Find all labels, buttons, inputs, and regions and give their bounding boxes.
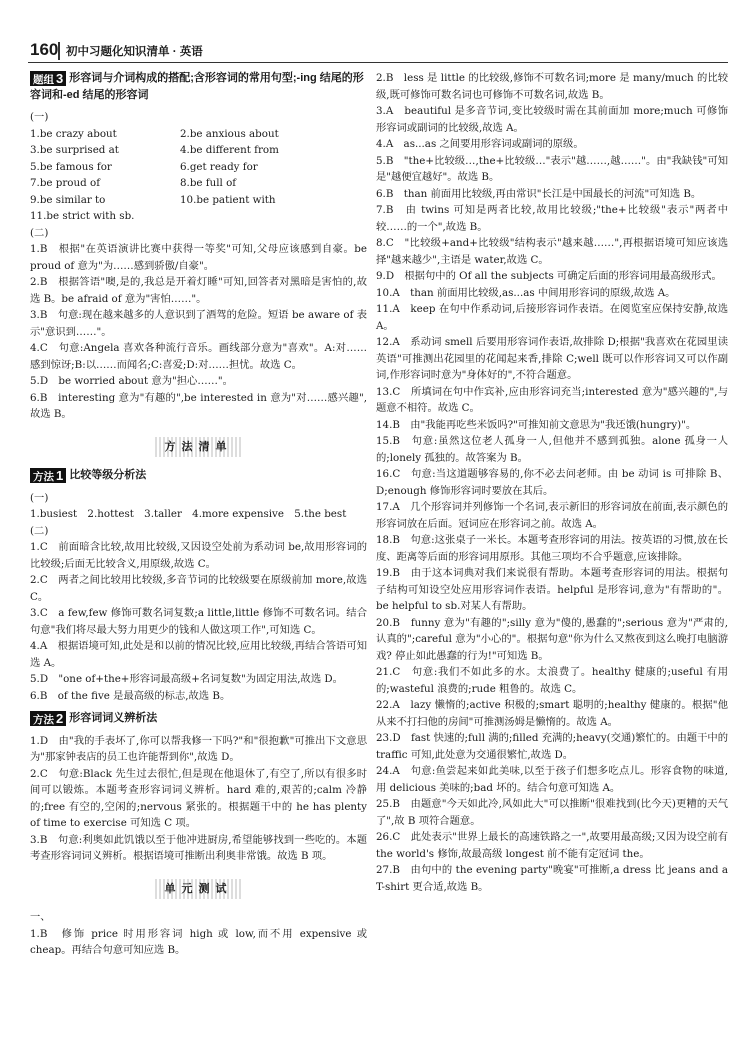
- phrase-item: 5.be famous for: [30, 160, 112, 173]
- part-label: (二): [30, 524, 49, 537]
- answer-entry: 4.C 句意:Angela 喜欢各种流行音乐。画线部分意为"喜欢"。A:对……感到惊讶;B:以……而闻名;C:喜爱;D:对……担忧。故选 C。: [30, 342, 367, 371]
- answer-entry: 15.B 句意:虽然这位老人孤身一人,但他并不感到孤独。alone 孤身一人的;lonely 孤独的。故答案为 B。: [376, 435, 728, 464]
- method-title: 形容词词义辨析法: [69, 712, 158, 724]
- phrase-item: 11.be strict with sb.: [30, 210, 135, 222]
- method-title: 比较等级分析法: [69, 469, 147, 481]
- answer-entry: 25.B 由题意"今天如此冷,风如此大"可以推断"很难找到(比今天)更糟的天气了",故 B 项符合题意。: [376, 798, 728, 827]
- answer-entry: 2.C 两者之间比较用比较级,多音节词的比较级要在原级前加 more,故选 C。: [30, 574, 367, 603]
- answer-entry: 1.C 前面暗含比较,故用比较级,又因设空处前为系动词 be,故用形容词的比较级;后面无比较含义,用原级,故选 C。: [30, 541, 367, 570]
- answer-entry: 3.B 句意:利奥如此饥饿以至于他冲进厨房,希望能够找到一些吃的。本题考查形容词词义辨析。根据语境可推断出利奥非常饿。故选 B 项。: [30, 833, 367, 862]
- answer-entry: 19.B 由于这本词典对我们来说很有帮助。本题考查形容词的用法。根据句子结构可知设空处应用形容词作表语。helpful 是形容词,意为"有帮助的"。be helpful to sb.对某人有帮助。: [376, 567, 728, 612]
- answer-entry: 5.D "one of+the+形容词最高级+名词复数"为固定用法,故选 D。: [30, 673, 343, 685]
- part-label: (二): [30, 226, 49, 239]
- method-heading: [30, 467, 367, 484]
- answer-entry: 10.A than 前面用比较级,as...as 中间用形容词的原级,故选 A。: [376, 286, 676, 299]
- answer-entry: 26.C 此处表示"世界上最长的高速铁路之一",故要用最高级;又因为设空前有 the world's 修饰,故最高级 longest 前不能有定冠词 the。: [376, 831, 728, 860]
- answer-entry: 4.A as...as 之间要用形容词或副词的原级。: [376, 138, 584, 150]
- phrase-item: 7.be proud of: [30, 177, 101, 189]
- answer-entry: 13.C 所填词在句中作宾补,应由形容词充当;interested 意为"感兴趣的",与题意不相符。故选 C。: [376, 385, 728, 414]
- answer-entry: 24.A 句意:鱼尝起来如此美味,以至于孩子们想多吃点儿。形容食物的味道,用 delicious 美味的;bad 坏的。结合句意可知选 A。: [376, 765, 728, 794]
- section-banner: 方法清单: [30, 437, 367, 458]
- answer-entry: 1.B 修饰 price 时用形容词 high 或 low,而不用 expensive 或 cheap。再结合句意可知应选 B。: [30, 927, 367, 956]
- answer-entry: 16.C 句意:当这道题够容易的,你不必去问老师。由 be 动词 is 可排除 B、D;enough 修饰形容词时要放在其后。: [376, 468, 728, 497]
- answer-entry: 3.C a few,few 修饰可数名词复数;a little,little 修饰不可数名词。结合句意"我们将尽最大努力用更少的钱和人做这项工作",可知选 C。: [30, 607, 367, 636]
- phrase-list: [30, 126, 367, 209]
- answer-entry: 21.C 句意:我们不如此多的水。太浪费了。healthy 健康的;useful 有用的;wasteful 浪费的;rude 粗鲁的。故选 C。: [376, 666, 728, 695]
- answer-entry: 7.B 由 twins 可知是两者比较,故用比较级;"the+比较级"表示"两者中较……的一个",故选 B。: [376, 204, 728, 233]
- part-label: (一): [30, 111, 49, 123]
- answer-entry: 12.A 系动词 smell 后要用形容词作表语,故排除 D;根据"我喜欢在花园里读英语"可推测出花园里的花闻起来香,排除 C;well 既可以作形容词又可以作副词,作形容词时意为"身体好的",不符合题意。: [376, 336, 728, 381]
- answer-entry: 2.B less 是 little 的比较级,修饰不可数名词;more 是 many/much 的比较级,既可修饰可数名词也可修饰不可数名词,故选 B。: [376, 72, 728, 101]
- answer-entry: 2.B 根据答语"噢,是的,我总是开着灯睡"可知,回答者对黑暗是害怕的,故选 B。be afraid of 意为"害怕……"。: [30, 276, 367, 305]
- method-heading: [30, 710, 367, 727]
- topic-heading: [30, 70, 367, 103]
- answer-entry: 6.B of the five 是最高级的标志,故选 B。: [30, 689, 231, 702]
- answer-entry: 20.B funny 意为"有趣的";silly 意为"傻的,愚蠢的";serious 意为"严肃的,认真的";careful 意为"小心的"。根据句意"你为什么又熬夜到这么晚打电脑游戏? 停止如此愚蠢的行为!"可知选 B。: [376, 616, 728, 662]
- answer-entry: 23.D fast 快速的;full 满的;filled 充满的;heavy(交通)繁忙的。由题干中的 traffic 可知,此处意为交通很繁忙,故选 D。: [376, 732, 728, 761]
- answer-entry: 27.B 由句中的 the evening party"晚宴"可推断,a dress 比 jeans and a T-shirt 更合适,故选 B。: [376, 864, 728, 893]
- answer-entry: 17.A 几个形容词并列修饰一个名词,表示新旧的形容词放在前面,表示颜色的形容词放在后面。冠词应在形容词之前。故选 A。: [376, 501, 728, 530]
- phrase-item: 4.be different from: [180, 144, 279, 156]
- header-divider: [58, 42, 60, 60]
- phrase-item: 9.be similar to: [30, 193, 106, 206]
- answer-entry: 1.D 由"我的手表坏了,你可以帮我修一下吗?"和"很抱歉"可推出下文意思为"那家钟表店的员工也许能帮到你",故选 D。: [30, 734, 367, 763]
- word-answers: 1.busiest 2.hottest 3.taller 4.more expensive 5.the best: [30, 508, 347, 520]
- answer-entry: 18.B 句意:这张桌子一米长。本题考查形容词的用法。按英语的习惯,放在长度、距离等后面的形容词用原形。其他三项均不合乎题意,应该排除。: [376, 534, 728, 563]
- phrase-item: 2.be anxious about: [180, 127, 279, 140]
- phrase-item: 3.be surprised at: [30, 144, 119, 156]
- page-number: 160: [30, 40, 59, 59]
- answer-entry: 6.B than 前面用比较级,再由常识"长江是中国最长的河流"可知选 B。: [376, 187, 702, 200]
- answer-entry: 6.B interesting 意为"有趣的",be interested in 意为"对……感兴趣",故选 B。: [30, 391, 367, 420]
- answer-entry: 1.B 根据"在英语演讲比赛中获得一等奖"可知,父母应该感到自豪。be proud of 意为"为……感到骄傲/自豪"。: [30, 243, 367, 272]
- answer-entry: 14.B 由"我能再吃些米饭吗?"可推知前文意思为"我还饿(hungry)"。: [376, 418, 697, 431]
- header-rule: [28, 62, 728, 63]
- method-tag: 方法 2: [30, 711, 66, 726]
- topic-title: 形容词与介词构成的搭配;含形容词的常用句型;-ing 结尾的形容词和-ed 结尾的形容词: [30, 72, 364, 101]
- right-column: [376, 70, 728, 895]
- phrase-item: 6.get ready for: [180, 160, 258, 173]
- section-banner: 单元测试: [30, 879, 367, 900]
- answer-entry: 9.D 根据句中的 Of all the subjects 可确定后面的形容词用最高级形式。: [376, 270, 722, 282]
- phrase-item: 1.be crazy about: [30, 127, 117, 140]
- answer-entry: 4.A 根据语境可知,此处是和以前的情况比较,应用比较级,再结合答语可知选 A。: [30, 640, 367, 669]
- method-tag: 方法 1: [30, 468, 66, 483]
- answer-entry: 11.A keep 在句中作系动词,后接形容词作表语。在阅览室应保持安静,故选 A。: [376, 303, 728, 332]
- part-label: 一、: [30, 911, 51, 923]
- part-label: (一): [30, 491, 49, 504]
- answer-entry: 8.C "比较级+and+比较级"结构表示"越来越……",再根据语境可知应该选择"越来越少",主语是 water,故选 C。: [376, 237, 728, 266]
- answer-entry: 5.D be worried about 意为"担心……"。: [30, 375, 233, 387]
- phrase-item: 8.be full of: [180, 177, 237, 189]
- book-title: 初中习题化知识清单 · 英语: [66, 46, 203, 58]
- answer-entry: 2.C 句意:Black 先生过去很忙,但是现在他退休了,有空了,所以有很多时间可以锻炼。本题考查形容词词义辨析。hard 难的,艰苦的;calm 冷静的;free 有空的,空闲的;nervous 紧张的。根据题干中的 he has plenty of time to exercise 可知选 C 项。: [30, 767, 367, 829]
- phrase-item: 10.be patient with: [180, 193, 276, 206]
- answer-entry: 3.A beautiful 是多音节词,变比较级时需在其前面加 more;much 可修饰形容词或副词的比较级,故选 A。: [376, 105, 728, 134]
- answer-entry: 3.B 句意:现在越来越多的人意识到了酒驾的危险。短语 be aware of 表示"意识到……"。: [30, 309, 367, 338]
- left-column: [30, 70, 367, 959]
- answer-entry: 5.B "the+比较级…,the+比较级…"表示"越……,越……"。由"我缺钱"可知是"越便宜越好"。故选 B。: [376, 154, 728, 183]
- answer-entry: 22.A lazy 懒惰的;active 积极的;smart 聪明的;healthy 健康的。根据"他从来不打扫他的房间"可推测汤姆是懒惰的。故选 A。: [376, 699, 728, 728]
- page-header: [0, 0, 750, 59]
- topic-tag: 题组 3: [30, 71, 66, 86]
